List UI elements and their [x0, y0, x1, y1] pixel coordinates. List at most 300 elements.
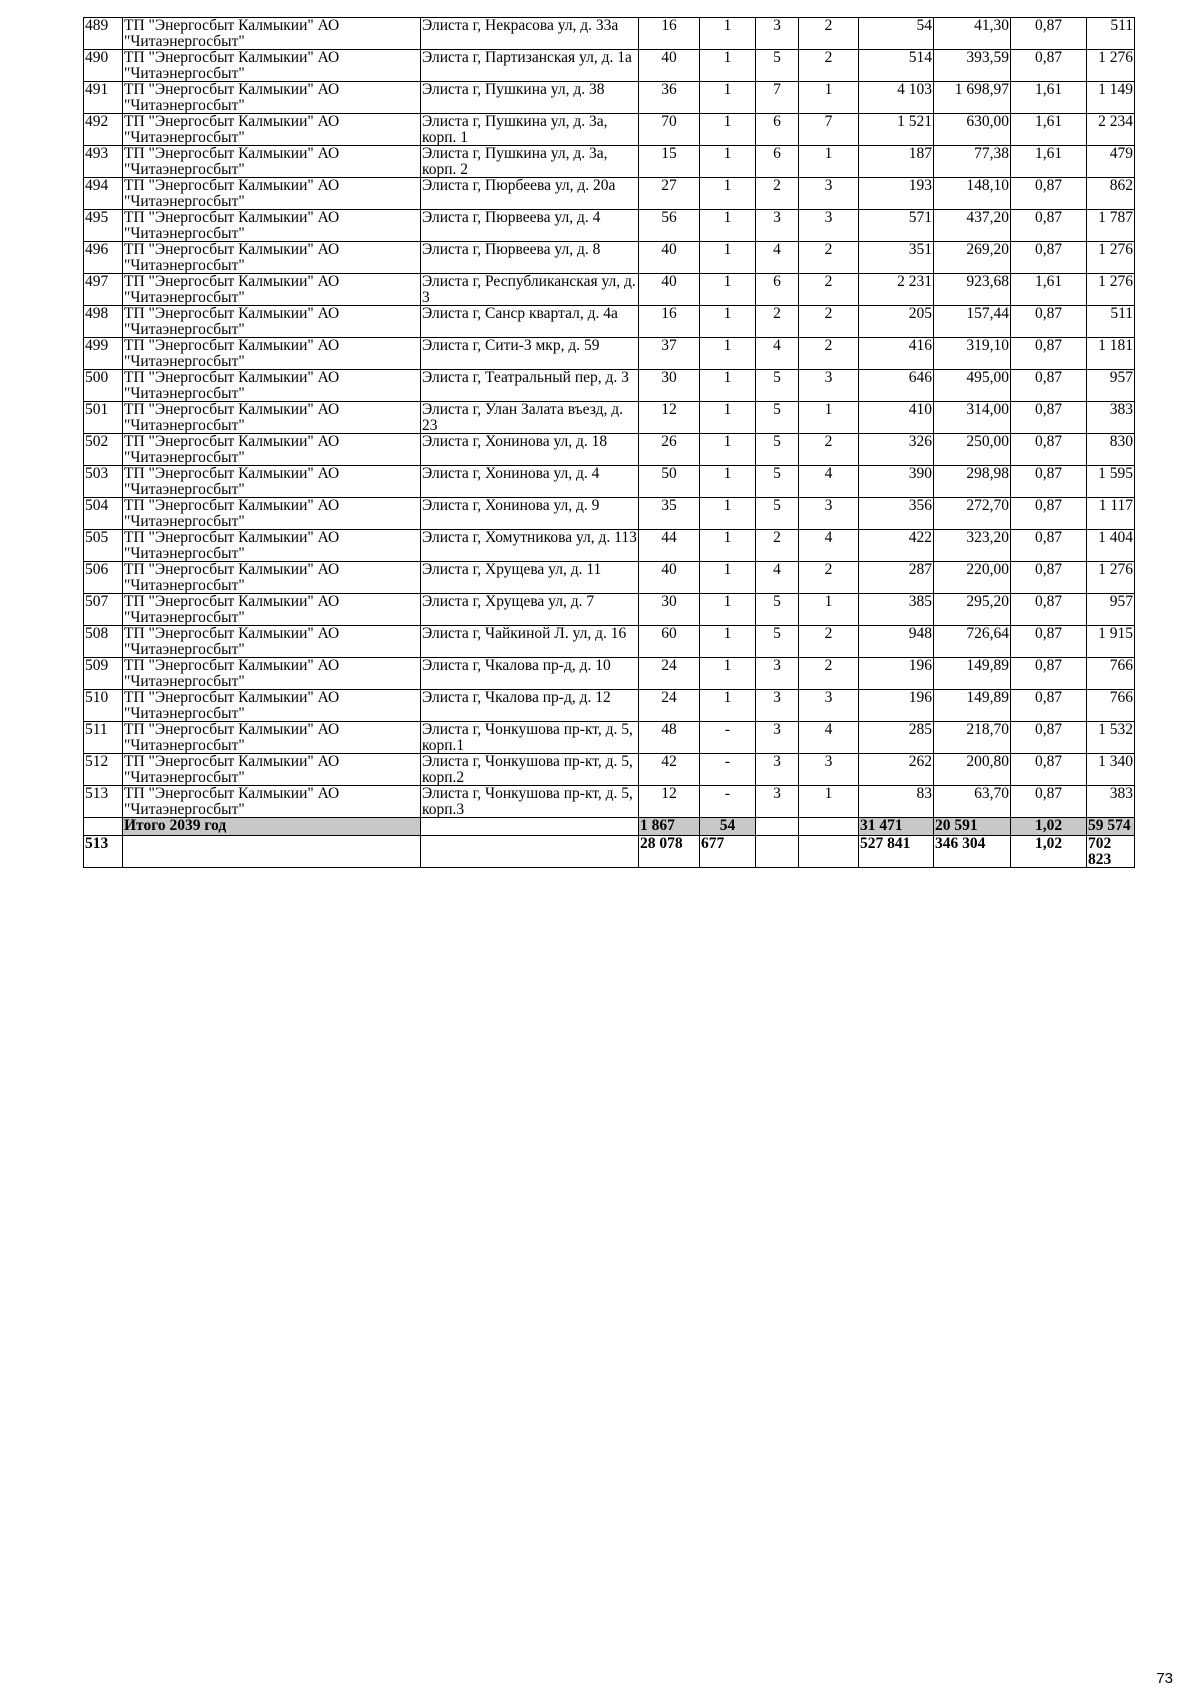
row-number-cell: 505 — [84, 530, 123, 562]
value-cell: 0,87 — [1011, 786, 1087, 818]
address-cell: Элиста г, Чонкушова пр-кт, д. 5, корп.3 — [421, 786, 639, 818]
organization-cell: ТП "Энергосбыт Калмыкии" АО "Читаэнергосбыт" — [123, 18, 421, 50]
value-cell: 1 — [700, 370, 756, 402]
value-cell: 3 — [799, 498, 859, 530]
value-cell: 1 595 — [1087, 466, 1135, 498]
value-cell: 26 — [639, 434, 700, 466]
value-cell: 2 — [799, 434, 859, 466]
subtotal-empty-cell — [84, 818, 123, 836]
value-cell: 1 532 — [1087, 722, 1135, 754]
value-cell: 269,20 — [934, 242, 1011, 274]
value-cell: 2 — [799, 338, 859, 370]
value-cell: 923,68 — [934, 274, 1011, 306]
value-cell: 383 — [1087, 402, 1135, 434]
row-number-cell: 506 — [84, 562, 123, 594]
organization-cell: ТП "Энергосбыт Калмыкии" АО "Читаэнергосбыт" — [123, 338, 421, 370]
value-cell: 40 — [639, 50, 700, 82]
value-cell: 36 — [639, 82, 700, 114]
value-cell: 16 — [639, 18, 700, 50]
value-cell: 410 — [859, 402, 934, 434]
table-row — [84, 690, 1135, 722]
organization-cell: ТП "Энергосбыт Калмыкии" АО "Читаэнергосбыт" — [123, 466, 421, 498]
organization-cell: ТП "Энергосбыт Калмыкии" АО "Читаэнергосбыт" — [123, 50, 421, 82]
grand-total-value: 346 304 — [934, 836, 1011, 868]
value-cell: 3 — [756, 18, 799, 50]
row-number-cell: 512 — [84, 754, 123, 786]
value-cell: 393,59 — [934, 50, 1011, 82]
value-cell: 24 — [639, 690, 700, 722]
value-cell: 7 — [799, 114, 859, 146]
value-cell: 1 — [700, 306, 756, 338]
value-cell: 40 — [639, 274, 700, 306]
table-row — [84, 242, 1135, 274]
value-cell: 1 698,97 — [934, 82, 1011, 114]
value-cell: 6 — [756, 274, 799, 306]
table-row — [84, 786, 1135, 818]
value-cell: 5 — [756, 50, 799, 82]
value-cell: 0,87 — [1011, 210, 1087, 242]
value-cell: 200,80 — [934, 754, 1011, 786]
data-table — [83, 17, 1135, 868]
organization-cell: ТП "Энергосбыт Калмыкии" АО "Читаэнергосбыт" — [123, 306, 421, 338]
organization-cell: ТП "Энергосбыт Калмыкии" АО "Читаэнергосбыт" — [123, 530, 421, 562]
organization-cell: ТП "Энергосбыт Калмыкии" АО "Читаэнергосбыт" — [123, 562, 421, 594]
value-cell: 48 — [639, 722, 700, 754]
address-cell: Элиста г, Хрущева ул, д. 7 — [421, 594, 639, 626]
grand-total-value: 28 078 — [639, 836, 700, 868]
value-cell: 422 — [859, 530, 934, 562]
value-cell: 205 — [859, 306, 934, 338]
value-cell: 571 — [859, 210, 934, 242]
value-cell: 1 276 — [1087, 274, 1135, 306]
value-cell: 1 — [700, 658, 756, 690]
value-cell: 511 — [1087, 306, 1135, 338]
subtotal-row — [84, 818, 1135, 836]
value-cell: 60 — [639, 626, 700, 658]
value-cell: 1 276 — [1087, 562, 1135, 594]
value-cell: 2 — [799, 18, 859, 50]
row-number-cell: 492 — [84, 114, 123, 146]
address-cell: Элиста г, Чонкушова пр-кт, д. 5, корп.2 — [421, 754, 639, 786]
value-cell: 1 — [700, 82, 756, 114]
value-cell: 40 — [639, 562, 700, 594]
value-cell: 1 — [799, 82, 859, 114]
grand-total-value: 527 841 — [859, 836, 934, 868]
value-cell: 0,87 — [1011, 626, 1087, 658]
value-cell: 6 — [756, 146, 799, 178]
value-cell: 4 — [799, 722, 859, 754]
value-cell: 4 — [799, 530, 859, 562]
value-cell: 40 — [639, 242, 700, 274]
grand-total-count: 513 — [84, 836, 123, 868]
value-cell: 1 — [799, 402, 859, 434]
value-cell: 4 — [799, 466, 859, 498]
value-cell: 0,87 — [1011, 658, 1087, 690]
value-cell: 285 — [859, 722, 934, 754]
value-cell: 149,89 — [934, 658, 1011, 690]
table-row — [84, 370, 1135, 402]
grand-total-value: 1,02 — [1011, 836, 1087, 868]
value-cell: 0,87 — [1011, 50, 1087, 82]
value-cell: 0,87 — [1011, 754, 1087, 786]
value-cell: - — [700, 722, 756, 754]
organization-cell: ТП "Энергосбыт Калмыкии" АО "Читаэнергосбыт" — [123, 690, 421, 722]
row-number-cell: 508 — [84, 626, 123, 658]
value-cell: 383 — [1087, 786, 1135, 818]
address-cell: Элиста г, Партизанская ул, д. 1а — [421, 50, 639, 82]
value-cell: 0,87 — [1011, 306, 1087, 338]
value-cell: - — [700, 786, 756, 818]
value-cell: 1 — [799, 786, 859, 818]
value-cell: 726,64 — [934, 626, 1011, 658]
value-cell: 157,44 — [934, 306, 1011, 338]
value-cell: 1 149 — [1087, 82, 1135, 114]
value-cell: 1 — [799, 594, 859, 626]
value-cell: 326 — [859, 434, 934, 466]
value-cell: 298,98 — [934, 466, 1011, 498]
organization-cell: ТП "Энергосбыт Калмыкии" АО "Читаэнергосбыт" — [123, 786, 421, 818]
subtotal-value: 59 574 — [1087, 818, 1135, 836]
value-cell: 37 — [639, 338, 700, 370]
row-number-cell: 489 — [84, 18, 123, 50]
table-row — [84, 114, 1135, 146]
value-cell: 1 — [700, 594, 756, 626]
organization-cell: ТП "Энергосбыт Калмыкии" АО "Читаэнергосбыт" — [123, 82, 421, 114]
row-number-cell: 497 — [84, 274, 123, 306]
value-cell: 2 — [799, 562, 859, 594]
value-cell: 830 — [1087, 434, 1135, 466]
row-number-cell: 495 — [84, 210, 123, 242]
subtotal-empty-cell — [799, 818, 859, 836]
table-row — [84, 722, 1135, 754]
value-cell: 44 — [639, 530, 700, 562]
value-cell: 3 — [756, 722, 799, 754]
subtotal-value: 20 591 — [934, 818, 1011, 836]
value-cell: 3 — [756, 210, 799, 242]
value-cell: 1,61 — [1011, 114, 1087, 146]
row-number-cell: 499 — [84, 338, 123, 370]
organization-cell: ТП "Энергосбыт Калмыкии" АО "Читаэнергосбыт" — [123, 114, 421, 146]
value-cell: 0,87 — [1011, 562, 1087, 594]
value-cell: 1,61 — [1011, 274, 1087, 306]
value-cell: 1 — [700, 18, 756, 50]
value-cell: 2 — [799, 306, 859, 338]
organization-cell: ТП "Энергосбыт Калмыкии" АО "Читаэнергосбыт" — [123, 434, 421, 466]
value-cell: 0,87 — [1011, 498, 1087, 530]
value-cell: 2 — [799, 50, 859, 82]
grand-empty-cell — [123, 836, 421, 868]
table-row — [84, 178, 1135, 210]
value-cell: 1 — [700, 50, 756, 82]
value-cell: 0,87 — [1011, 178, 1087, 210]
row-number-cell: 500 — [84, 370, 123, 402]
value-cell: 0,87 — [1011, 242, 1087, 274]
value-cell: 3 — [756, 658, 799, 690]
value-cell: 15 — [639, 146, 700, 178]
grand-total-value: 677 — [700, 836, 756, 868]
value-cell: 5 — [756, 434, 799, 466]
value-cell: 12 — [639, 402, 700, 434]
value-cell: 5 — [756, 466, 799, 498]
value-cell: 957 — [1087, 370, 1135, 402]
value-cell: 4 — [756, 242, 799, 274]
value-cell: 2 — [756, 530, 799, 562]
value-cell: 42 — [639, 754, 700, 786]
address-cell: Элиста г, Санср квартал, д. 4а — [421, 306, 639, 338]
organization-cell: ТП "Энергосбыт Калмыкии" АО "Читаэнергосбыт" — [123, 626, 421, 658]
organization-cell: ТП "Энергосбыт Калмыкии" АО "Читаэнергосбыт" — [123, 498, 421, 530]
value-cell: 1 521 — [859, 114, 934, 146]
organization-cell: ТП "Энергосбыт Калмыкии" АО "Читаэнергосбыт" — [123, 242, 421, 274]
table-row — [84, 434, 1135, 466]
table-row — [84, 210, 1135, 242]
table-row — [84, 402, 1135, 434]
value-cell: 1 — [700, 434, 756, 466]
value-cell: 272,70 — [934, 498, 1011, 530]
value-cell: 5 — [756, 370, 799, 402]
table-row — [84, 466, 1135, 498]
value-cell: 1,61 — [1011, 146, 1087, 178]
value-cell: 0,87 — [1011, 402, 1087, 434]
row-number-cell: 513 — [84, 786, 123, 818]
address-cell: Элиста г, Пюрвеева ул, д. 4 — [421, 210, 639, 242]
value-cell: 0,87 — [1011, 722, 1087, 754]
value-cell: 24 — [639, 658, 700, 690]
value-cell: 0,87 — [1011, 338, 1087, 370]
value-cell: 218,70 — [934, 722, 1011, 754]
value-cell: 3 — [756, 690, 799, 722]
row-number-cell: 501 — [84, 402, 123, 434]
value-cell: 1 915 — [1087, 626, 1135, 658]
row-number-cell: 496 — [84, 242, 123, 274]
value-cell: 1 276 — [1087, 242, 1135, 274]
value-cell: 1 — [700, 114, 756, 146]
subtotal-empty-cell — [421, 818, 639, 836]
value-cell: 0,87 — [1011, 690, 1087, 722]
value-cell: 149,89 — [934, 690, 1011, 722]
value-cell: 5 — [756, 626, 799, 658]
value-cell: 948 — [859, 626, 934, 658]
value-cell: 495,00 — [934, 370, 1011, 402]
grand-empty-cell — [421, 836, 639, 868]
value-cell: 3 — [799, 690, 859, 722]
value-cell: 1 404 — [1087, 530, 1135, 562]
table-row — [84, 498, 1135, 530]
value-cell: 323,20 — [934, 530, 1011, 562]
address-cell: Элиста г, Чкалова пр-д, д. 10 — [421, 658, 639, 690]
value-cell: 3 — [799, 754, 859, 786]
value-cell: 50 — [639, 466, 700, 498]
value-cell: 390 — [859, 466, 934, 498]
value-cell: 2 — [756, 178, 799, 210]
value-cell: 2 — [799, 274, 859, 306]
value-cell: 5 — [756, 402, 799, 434]
row-number-cell: 491 — [84, 82, 123, 114]
value-cell: 187 — [859, 146, 934, 178]
table-row — [84, 562, 1135, 594]
page-number: 73 — [1156, 1670, 1173, 1687]
value-cell: 2 — [799, 658, 859, 690]
row-number-cell: 494 — [84, 178, 123, 210]
address-cell: Элиста г, Пушкина ул, д. 3а, корп. 2 — [421, 146, 639, 178]
table-row — [84, 18, 1135, 50]
address-cell: Элиста г, Республиканская ул, д. 3 — [421, 274, 639, 306]
value-cell: 1 117 — [1087, 498, 1135, 530]
table-row — [84, 338, 1135, 370]
value-cell: 6 — [756, 114, 799, 146]
address-cell: Элиста г, Пюрбеева ул, д. 20а — [421, 178, 639, 210]
value-cell: 0,87 — [1011, 530, 1087, 562]
subtotal-value: 1 867 — [639, 818, 700, 836]
value-cell: 295,20 — [934, 594, 1011, 626]
row-number-cell: 511 — [84, 722, 123, 754]
address-cell: Элиста г, Театральный пер, д. 3 — [421, 370, 639, 402]
value-cell: 514 — [859, 50, 934, 82]
value-cell: 7 — [756, 82, 799, 114]
row-number-cell: 493 — [84, 146, 123, 178]
organization-cell: ТП "Энергосбыт Калмыкии" АО "Читаэнергосбыт" — [123, 722, 421, 754]
value-cell: 262 — [859, 754, 934, 786]
value-cell: 3 — [799, 178, 859, 210]
value-cell: 4 — [756, 338, 799, 370]
value-cell: - — [700, 754, 756, 786]
row-number-cell: 503 — [84, 466, 123, 498]
table-row — [84, 594, 1135, 626]
value-cell: 385 — [859, 594, 934, 626]
row-number-cell: 504 — [84, 498, 123, 530]
value-cell: 196 — [859, 658, 934, 690]
value-cell: 1 — [700, 402, 756, 434]
value-cell: 5 — [756, 498, 799, 530]
organization-cell: ТП "Энергосбыт Калмыкии" АО "Читаэнергосбыт" — [123, 370, 421, 402]
value-cell: 27 — [639, 178, 700, 210]
value-cell: 3 — [799, 210, 859, 242]
value-cell: 862 — [1087, 178, 1135, 210]
value-cell: 351 — [859, 242, 934, 274]
address-cell: Элиста г, Пюрвеева ул, д. 8 — [421, 242, 639, 274]
value-cell: 70 — [639, 114, 700, 146]
value-cell: 193 — [859, 178, 934, 210]
organization-cell: ТП "Энергосбыт Калмыкии" АО "Читаэнергосбыт" — [123, 754, 421, 786]
address-cell: Элиста г, Чайкиной Л. ул, д. 16 — [421, 626, 639, 658]
value-cell: 0,87 — [1011, 18, 1087, 50]
value-cell: 287 — [859, 562, 934, 594]
value-cell: 1 — [700, 146, 756, 178]
row-number-cell: 509 — [84, 658, 123, 690]
row-number-cell: 510 — [84, 690, 123, 722]
table-row — [84, 146, 1135, 178]
subtotal-label: Итого 2039 год — [123, 818, 421, 836]
value-cell: 3 — [756, 754, 799, 786]
value-cell: 0,87 — [1011, 594, 1087, 626]
organization-cell: ТП "Энергосбыт Калмыкии" АО "Читаэнергосбыт" — [123, 146, 421, 178]
value-cell: 196 — [859, 690, 934, 722]
table-row — [84, 658, 1135, 690]
value-cell: 1,61 — [1011, 82, 1087, 114]
address-cell: Элиста г, Чкалова пр-д, д. 12 — [421, 690, 639, 722]
value-cell: 314,00 — [934, 402, 1011, 434]
value-cell: 0,87 — [1011, 434, 1087, 466]
value-cell: 1 — [700, 498, 756, 530]
table-row — [84, 306, 1135, 338]
value-cell: 0,87 — [1011, 466, 1087, 498]
address-cell: Элиста г, Хомутникова ул, д. 113 — [421, 530, 639, 562]
value-cell: 766 — [1087, 690, 1135, 722]
value-cell: 1 181 — [1087, 338, 1135, 370]
grand-empty-cell — [799, 836, 859, 868]
grand-total-row — [84, 836, 1135, 868]
subtotal-empty-cell — [756, 818, 799, 836]
organization-cell: ТП "Энергосбыт Калмыкии" АО "Читаэнергосбыт" — [123, 274, 421, 306]
value-cell: 30 — [639, 370, 700, 402]
table-body — [84, 18, 1135, 868]
subtotal-value: 31 471 — [859, 818, 934, 836]
value-cell: 1 — [700, 530, 756, 562]
value-cell: 4 — [756, 562, 799, 594]
value-cell: 1 340 — [1087, 754, 1135, 786]
value-cell: 12 — [639, 786, 700, 818]
table-row — [84, 626, 1135, 658]
value-cell: 30 — [639, 594, 700, 626]
value-cell: 77,38 — [934, 146, 1011, 178]
value-cell: 250,00 — [934, 434, 1011, 466]
address-cell: Элиста г, Хонинова ул, д. 4 — [421, 466, 639, 498]
row-number-cell: 502 — [84, 434, 123, 466]
table-row — [84, 754, 1135, 786]
value-cell: 1 — [700, 178, 756, 210]
value-cell: 5 — [756, 594, 799, 626]
value-cell: 1 — [700, 210, 756, 242]
value-cell: 1 276 — [1087, 50, 1135, 82]
value-cell: 511 — [1087, 18, 1135, 50]
row-number-cell: 498 — [84, 306, 123, 338]
value-cell: 2 — [799, 626, 859, 658]
value-cell: 2 234 — [1087, 114, 1135, 146]
value-cell: 356 — [859, 498, 934, 530]
value-cell: 957 — [1087, 594, 1135, 626]
grand-total-value: 702 823 — [1087, 836, 1135, 868]
value-cell: 766 — [1087, 658, 1135, 690]
value-cell: 1 787 — [1087, 210, 1135, 242]
value-cell: 35 — [639, 498, 700, 530]
table-row — [84, 530, 1135, 562]
value-cell: 479 — [1087, 146, 1135, 178]
address-cell: Элиста г, Пушкина ул, д. 3а, корп. 1 — [421, 114, 639, 146]
value-cell: 416 — [859, 338, 934, 370]
value-cell: 2 — [799, 242, 859, 274]
value-cell: 1 — [700, 466, 756, 498]
value-cell: 1 — [700, 626, 756, 658]
address-cell: Элиста г, Хрущева ул, д. 11 — [421, 562, 639, 594]
value-cell: 4 103 — [859, 82, 934, 114]
organization-cell: ТП "Энергосбыт Калмыкии" АО "Читаэнергосбыт" — [123, 210, 421, 242]
table-row — [84, 82, 1135, 114]
value-cell: 2 — [756, 306, 799, 338]
table-row — [84, 274, 1135, 306]
grand-empty-cell — [756, 836, 799, 868]
value-cell: 646 — [859, 370, 934, 402]
address-cell: Элиста г, Сити-3 мкр, д. 59 — [421, 338, 639, 370]
value-cell: 1 — [700, 562, 756, 594]
address-cell: Элиста г, Некрасова ул, д. 33а — [421, 18, 639, 50]
subtotal-value: 54 — [700, 818, 756, 836]
row-number-cell: 490 — [84, 50, 123, 82]
value-cell: 63,70 — [934, 786, 1011, 818]
value-cell: 319,10 — [934, 338, 1011, 370]
value-cell: 148,10 — [934, 178, 1011, 210]
value-cell: 54 — [859, 18, 934, 50]
value-cell: 1 — [700, 242, 756, 274]
